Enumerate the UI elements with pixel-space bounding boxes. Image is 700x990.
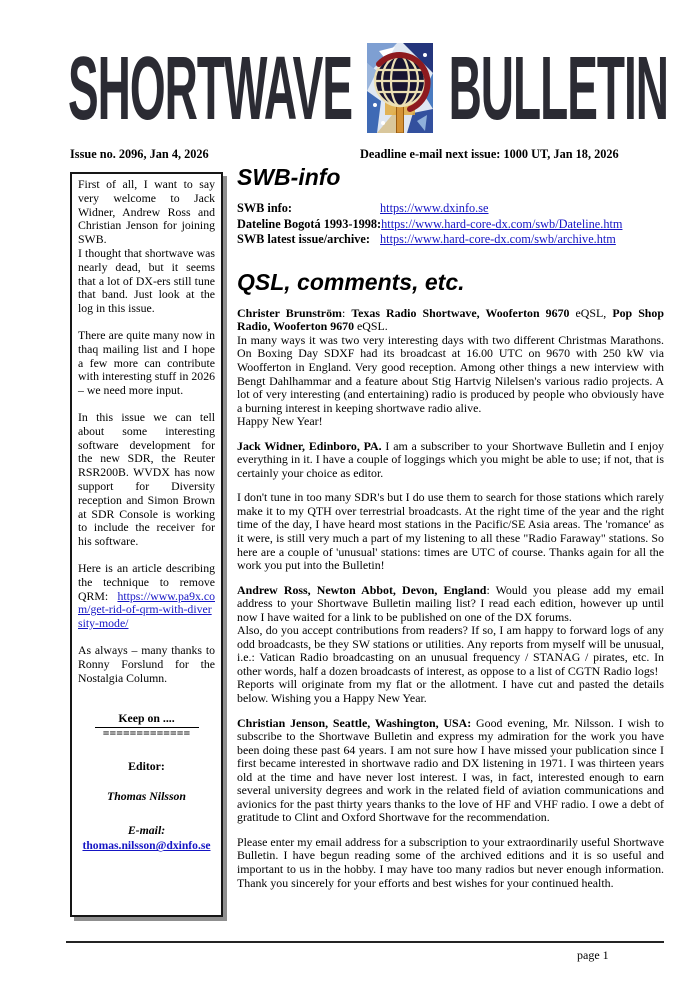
qsl-entry-text: : xyxy=(341,305,352,320)
page-number: page 1 xyxy=(577,948,609,962)
qsl-entry-block xyxy=(237,836,664,890)
masthead-title-right: BULLETIN xyxy=(448,37,668,139)
qsl-entry-block xyxy=(237,717,664,825)
swb-info-row-label: SWB info: xyxy=(237,201,293,215)
email-label: E-mail: xyxy=(127,822,166,837)
qsl-entry-text: In many ways it was two very interesting days with two different Christmas Marathons. On Boxing Day SDXF had its broadcast at 16.00 UTC on 9670 with 250 kW via Woofferton in England. Very good reception. Among other things a new interview with Bengt Dahlhammar and a feature about Stig Hartvig Nilelsen's various radio projects. A lot of very interesting (and entertaining) radio is produced by people who obviously have a burning interest in keeping shortwave radio alive. xyxy=(237,332,664,415)
sidebar-paragraphs xyxy=(78,178,215,685)
issue-number: Issue no. 2096, Jan 4, 2026 xyxy=(70,147,209,161)
qsl-entry-lead: Jack Widner, Edinboro, PA. xyxy=(237,438,382,453)
qsl-entry-block xyxy=(237,415,664,429)
qsl-entry-text: Reports will originate from my flat or the allotment. I have cut and pasted the details below. Wishing you a Happy New Year. xyxy=(237,677,664,705)
qsl-entry-lead: Andrew Ross, Newton Abbot, Devon, England xyxy=(237,582,487,597)
qsl-entry-block xyxy=(237,678,664,705)
qsl-entry-lead: Christer Brunström xyxy=(237,305,342,320)
separator-line: ============= xyxy=(95,727,199,738)
swb-info-row-label: Dateline Bogotá 1993-1998: xyxy=(237,216,382,231)
qsl-entry-block xyxy=(237,624,664,678)
sidebar-editor-block xyxy=(78,712,215,853)
deadline-next-issue: Deadline e-mail next issue: 1000 UT, Jan 18, 2026 xyxy=(360,147,619,161)
editor-name: Thomas Nilsson xyxy=(107,788,186,803)
masthead-title-left: SHORTWAVE xyxy=(68,37,353,139)
swb-info-row-link[interactable]: https://www.hard-core-dx.com/swb/Dateline.htm xyxy=(381,216,623,231)
qsl-entry xyxy=(237,584,664,706)
sidebar-paragraph: There are quite many now in thaq mailing list and I hope a few more can contribute with interesting stuff in 2026 – we need more input. xyxy=(78,327,215,398)
main-column xyxy=(237,164,664,890)
qsl-entry-lead: Pop Shop Radio, Wooferton 9670 xyxy=(237,305,664,334)
qsl-entry-block xyxy=(237,440,664,481)
qsl-entries xyxy=(237,307,664,890)
qsl-entry-text: Happy New Year! xyxy=(237,414,323,429)
qsl-entry-block xyxy=(237,334,664,415)
qsl-heading: QSL, comments, etc. xyxy=(237,268,465,295)
qsl-entry-text: Please enter my email address for a subscription to your extraordinarily useful Shortwave Bulletin. I have begun reading some of the archived editions and it is so useful and important to us in the hobby. I may have too many radios but never enough information. Thank you sincerely for your efforts and best wishes for your continued health. xyxy=(237,834,664,890)
qsl-entry-lead: Texas Radio Shortwave, Wooferton 9670 xyxy=(351,305,576,320)
qsl-entry-block xyxy=(237,584,664,625)
sidebar-paragraph: As always – many thanks to Ronny Forslund for the Nostalgia Column. xyxy=(78,642,215,685)
qsl-entry-lead: Christian Jenson, Seattle, Washington, USA: xyxy=(237,715,472,730)
qsl-entry-text: I don't tune in too many SDR's but I do use them to search for those stations which rarely make it to my QTH over terrestrial broadcasts. At the right time of the year and the right time of the day, I have heard most stations in the Pacific/SE Asia areas. The 'romance' as it were, is still very much a part of my listening to all these "Radio Faraway" stations. So here are a couple of 'unusual' stations: times are UTC of course. Thanks again for all the work you put into the Bulletin! xyxy=(237,490,664,573)
swb-info-row xyxy=(237,217,664,233)
qrm-article-link[interactable]: https://www.pa9x.com/get-rid-of-qrm-with-diversity-mode/ xyxy=(78,588,215,631)
qsl-entry-text: eQSL. xyxy=(357,319,388,334)
sidebar-paragraph: In this issue we can tell about some interesting software development for the new SDR, the Reuter RSR200B. WVDX has now support for Diversity reception and Simon Brown at SDR Console is working to include the receiver for his software. xyxy=(78,409,215,549)
masthead xyxy=(68,36,668,140)
qsl-entry-block xyxy=(237,491,664,572)
sidebar-paragraph: First of all, I want to say very welcome to Jack Widner, Andrew Ross and Christian Jenson for joining SWB. xyxy=(78,177,215,247)
swb-info-row xyxy=(237,201,664,217)
qsl-entry-text: eQSL, xyxy=(575,305,613,320)
swb-info-row-link[interactable]: https://www.dxinfo.se xyxy=(380,201,489,215)
editor-label: Editor: xyxy=(128,759,165,774)
qsl-entry-block xyxy=(237,307,664,334)
sidebar-paragraph: Here is an article describing the technique to remove QRM: https://www.pa9x.com/get-rid-of-qrm-with-diversity-mode/ xyxy=(78,560,215,631)
qsl-entry xyxy=(237,440,664,573)
footer-rule xyxy=(66,941,664,943)
globe-logo xyxy=(367,43,433,133)
editorial-sidebar xyxy=(70,172,223,917)
keep-on-text: Keep on .... xyxy=(118,711,175,726)
swb-info-row xyxy=(237,232,664,248)
qsl-entry-text: Good evening, Mr. Nilsson. I wish to subscribe to the Shortwave Bulletin and express my admiration for the work you have been doing these past 64 years. I am not sure how I have missed your publication since I first became interested in shortwave radio and DX listening in 1971. I was thirteen years old at the time and have never lost interest. I was, in fact, interested enough to earn several university degrees and work in the related field of aviation communications and avionics for the past thirty years thanks to the love of HF and VHF radio. I owe a debt of gratitude to Clint and Oxford Shortwave for the recommendation. xyxy=(237,715,664,825)
qsl-entry-text: : Would you please add my email address to your Shortwave Bulletin mailing list? I read each edition, however up until now I have waited for a link to be published on one of the DX forums. xyxy=(237,582,664,624)
qsl-entry xyxy=(237,307,664,429)
swb-info-rows xyxy=(237,201,664,248)
editor-email-link[interactable]: thomas.nilsson@dxinfo.se xyxy=(82,839,211,853)
swb-info-row-label: SWB latest issue/archive: xyxy=(237,232,370,247)
sidebar-paragraph: I thought that shortwave was nearly dead, but it seems that a lot of DX-ers still tune that band. Just look at the log in this issue. xyxy=(78,245,215,316)
qsl-entry-text: Also, do you accept contributions from readers? If so, I am happy to forward logs of any odd broadcasts, be they SW stations or utilities. Any reports from myself will be unusual, i.e.: Vatican Radio broadcasting on an unusual frequency / STANAG / pirates, etc. In other words, half a dozen broadcasts of interest, as oppose to a list of CGTN Radio logs! xyxy=(237,623,664,678)
swb-info-row-link[interactable]: https://www.hard-core-dx.com/swb/archive.htm xyxy=(380,232,616,247)
swb-info-heading: SWB-info xyxy=(237,164,341,190)
qsl-entry-text: I am a subscriber to your Shortwave Bulletin and I enjoy everything in it. I have a couple of loggings which you might be able to use; if not, that is certainly your choice as editor. xyxy=(237,438,664,480)
qsl-entry xyxy=(237,717,664,891)
